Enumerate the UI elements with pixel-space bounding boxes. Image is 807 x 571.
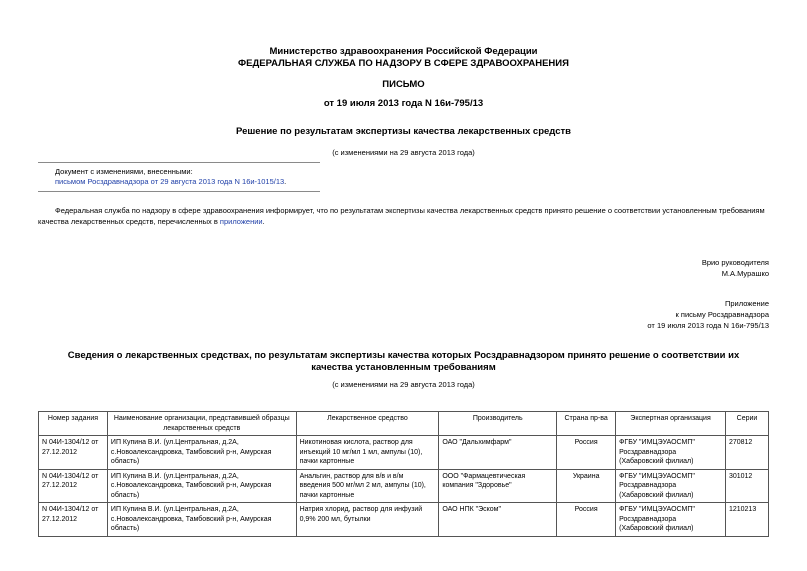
table-row: [39, 469, 769, 503]
table-row: [39, 436, 769, 470]
document-title: Решение по результатам экспертизы качества лекарственных средств: [236, 126, 571, 137]
changes-box-bottom-rule: [38, 191, 320, 192]
appendix-ref-line2: к письму Росздравнадзора: [675, 310, 769, 319]
changes-box-link-line: [55, 177, 286, 186]
ministry-name: Министерство здравоохранения Российской Федерации: [269, 46, 538, 57]
service-name: ФЕДЕРАЛЬНАЯ СЛУЖБА ПО НАДЗОРУ В СФЕРЕ ЗДРАВООХРАНЕНИЯ: [238, 58, 569, 69]
column-header: Страна пр-ва: [557, 412, 616, 436]
task-number-cell: N 04И-1304/12 от 27.12.2012: [39, 503, 108, 537]
series-cell: 270812: [725, 436, 768, 470]
column-header: Экспертная организация: [616, 412, 726, 436]
changes-box-top-rule: [38, 162, 320, 163]
country-cell: Украина: [557, 469, 616, 503]
series-cell: 301012: [725, 469, 768, 503]
medicine-cell: Анальгин, раствор для в/в и в/м введения 500 мг/мл 2 мл, ампулы (10), пачки картонные: [296, 469, 439, 503]
expert-organization-cell: ФГБУ "ИМЦЭУАОСМП" Росздравнадзора (Хабаровский филиал): [616, 436, 726, 470]
series-cell: 1210213: [725, 503, 768, 537]
column-header: Серии: [725, 412, 768, 436]
changes-box-label: Документ с изменениями, внесенными:: [55, 167, 193, 176]
table-row: [39, 503, 769, 537]
appendix-ref-line1: Приложение: [725, 299, 769, 308]
organization-cell: ИП Купина В.И. (ул.Центральная, д.2А, с.Новоалександровка, Тамбовский р-н, Амурская область): [107, 503, 296, 537]
body-text-end: .: [262, 217, 265, 226]
appendix-link[interactable]: приложении: [219, 217, 263, 226]
column-header: Лекарственное средство: [296, 412, 439, 436]
column-header: Наименование организации, представившей образцы лекарственных средств: [107, 412, 296, 436]
signature-name: М.А.Мурашко: [721, 269, 769, 278]
medicine-cell: Никотиновая кислота, раствор для инъекций 10 мг/мл 1 мл, ампулы (10), пачки картонные: [296, 436, 439, 470]
task-number-cell: N 04И-1304/12 от 27.12.2012: [39, 469, 108, 503]
appendix-reference: [647, 298, 769, 331]
expert-organization-cell: ФГБУ "ИМЦЭУАОСМП" Росздравнадзора (Хабаровский филиал): [616, 503, 726, 537]
organization-cell: ИП Купина В.И. (ул.Центральная, д.2А, с.Новоалександровка, Тамбовский р-н, Амурская область): [107, 436, 296, 470]
organization-cell: ИП Купина В.И. (ул.Центральная, д.2А, с.Новоалександровка, Тамбовский р-н, Амурская область): [107, 469, 296, 503]
appendix-amendment-note: (с изменениями на 29 августа 2013 года): [332, 380, 475, 389]
manufacturer-cell: ОАО "Дальхимфарм": [439, 436, 557, 470]
country-cell: Россия: [557, 436, 616, 470]
table-header-row: [39, 412, 769, 436]
body-text: Федеральная служба по надзору в сфере здравоохранения информирует, что по результатам экспертизы качества лекарственных средств принято решение о соответствии установленным требованиям качества лекарственных средств, перечисленных в: [38, 206, 765, 226]
signature-block: [702, 257, 769, 279]
amendment-note: (с изменениями на 29 августа 2013 года): [332, 148, 475, 157]
appendix-ref-line3: от 19 июля 2013 года N 16и-795/13: [647, 321, 769, 330]
manufacturer-cell: ОАО НПК "Эском": [439, 503, 557, 537]
medicine-cell: Натрия хлорид, раствор для инфузий 0,9% 200 мл, бутылки: [296, 503, 439, 537]
expert-organization-cell: ФГБУ "ИМЦЭУАОСМП" Росздравнадзора (Хабаровский филиал): [616, 469, 726, 503]
body-paragraph: [38, 205, 769, 227]
changes-box-suffix: .: [284, 177, 287, 186]
country-cell: Россия: [557, 503, 616, 537]
document-date-number: от 19 июля 2013 года N 16и-795/13: [323, 98, 484, 109]
manufacturer-cell: ООО "Фармацевтическая компания "Здоровье": [439, 469, 557, 503]
appendix-title: Сведения о лекарственных средствах, по результатам экспертизы качества которых Росздравнадзором принято решение о соответствии их качества установленным требованиям: [67, 350, 740, 373]
signature-position: Врио руководителя: [701, 258, 769, 267]
medicines-table: [38, 411, 769, 537]
document-type: ПИСЬМО: [382, 79, 425, 90]
column-header: Номер задания: [39, 412, 108, 436]
column-header: Производитель: [439, 412, 557, 436]
task-number-cell: N 04И-1304/12 от 27.12.2012: [39, 436, 108, 470]
amendment-letter-link[interactable]: письмом Росздравнадзора от 29 августа 2013 года N 16и-1015/13: [55, 177, 285, 186]
